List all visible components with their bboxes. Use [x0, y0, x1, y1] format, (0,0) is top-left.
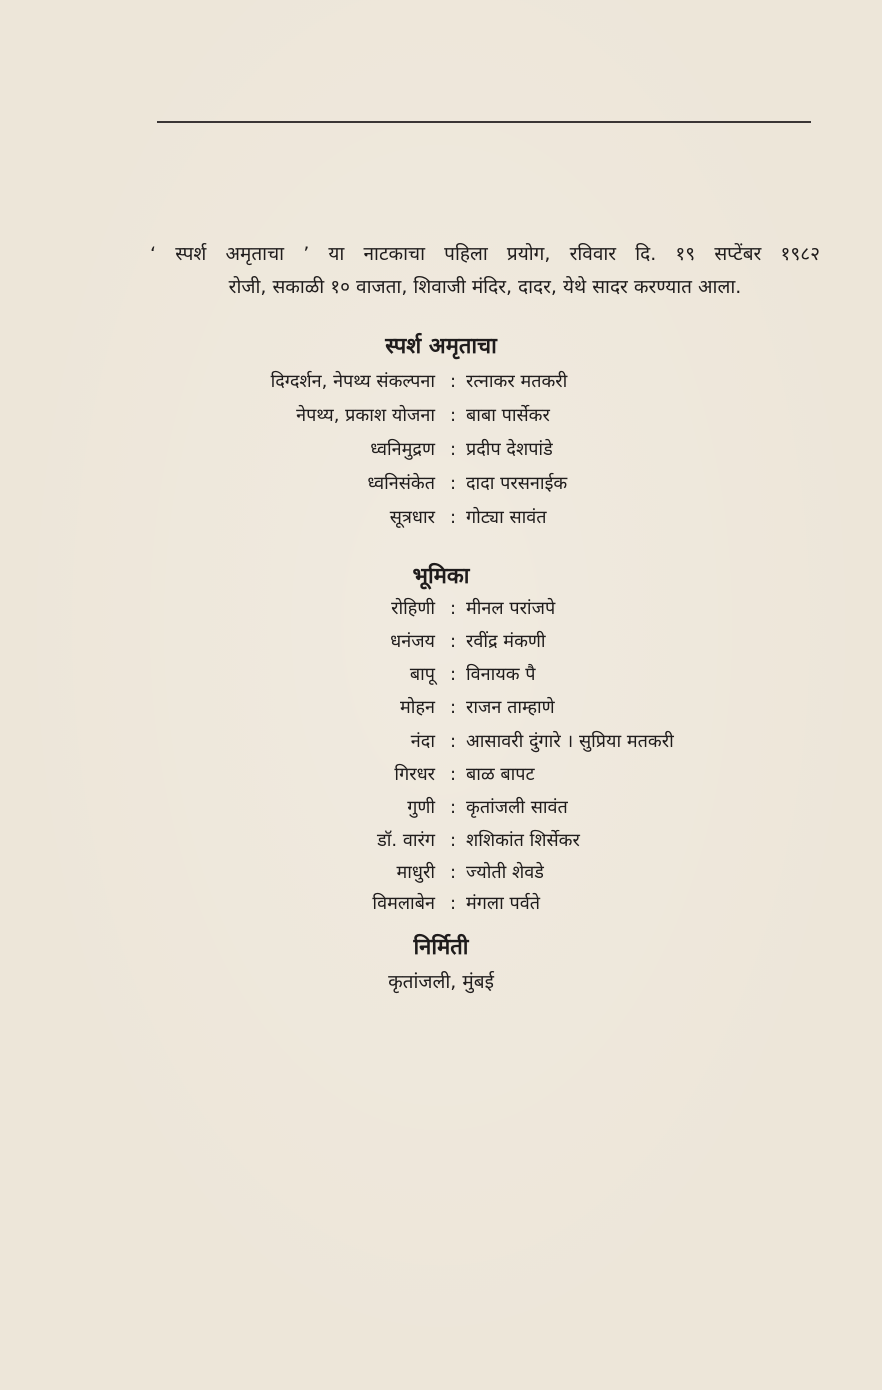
credit-role: नेपथ्य, प्रकाश योजना: [296, 405, 435, 426]
cast-row: [0, 889, 882, 919]
character-name: रोहिणी: [391, 598, 435, 619]
colon-separator: :: [449, 405, 457, 426]
colon-separator: :: [449, 631, 457, 652]
actor-name: राजन ताम्हाणे: [466, 697, 555, 718]
credit-row: [0, 367, 882, 397]
credit-name: दादा परसनाईक: [466, 473, 568, 494]
colon-separator: :: [449, 439, 457, 460]
intro-line-1: ‘ स्पर्श अमृताचा ’ या नाटकाचा पहिला प्रयोग, रविवार दि. १९ सप्टेंबर १९८२: [150, 243, 820, 265]
cast-row: [0, 727, 882, 757]
character-name: माधुरी: [396, 862, 435, 883]
colon-separator: :: [449, 893, 457, 914]
credit-row: [0, 401, 882, 431]
colon-separator: :: [449, 507, 457, 528]
colon-separator: :: [449, 473, 457, 494]
actor-name: विनायक पै: [466, 664, 536, 685]
credit-row: [0, 469, 882, 499]
cast-row: [0, 858, 882, 888]
actor-name: ज्योती शेवडे: [466, 862, 544, 883]
character-name: धनंजय: [390, 631, 435, 652]
credit-name: प्रदीप देशपांडे: [466, 439, 553, 460]
colon-separator: :: [449, 797, 457, 818]
credit-role: सूत्रधार: [389, 507, 435, 528]
credit-name: बाबा पार्सेकर: [466, 405, 550, 426]
top-rule: [157, 121, 811, 123]
colon-separator: :: [449, 371, 457, 392]
cast-row: [0, 693, 882, 723]
credits-heading: स्पर्श अमृताचा: [385, 334, 497, 359]
actor-name: आसावरी दुंगारे । सुप्रिया मतकरी: [466, 731, 674, 752]
first-performance-note: [150, 238, 820, 304]
cast-row: [0, 660, 882, 690]
cast-row: [0, 594, 882, 624]
character-name: बापू: [409, 664, 435, 685]
colon-separator: :: [449, 862, 457, 883]
credit-role: दिग्दर्शन, नेपथ्य संकल्पना: [270, 371, 435, 392]
cast-row: [0, 760, 882, 790]
producer-name: कृतांजली, मुंबई: [388, 971, 494, 993]
colon-separator: :: [449, 731, 457, 752]
colon-separator: :: [449, 764, 457, 785]
credit-name: गोट्या सावंत: [466, 507, 547, 528]
colon-separator: :: [449, 598, 457, 619]
cast-row: [0, 627, 882, 657]
character-name: विमलाबेन: [372, 893, 435, 914]
cast-row: [0, 826, 882, 856]
credit-role: ध्वनिमुद्रण: [370, 439, 435, 460]
actor-name: रवींद्र मंकणी: [466, 631, 546, 652]
actor-name: शशिकांत शिर्सेकर: [466, 830, 580, 851]
actor-name: मंगला पर्वते: [466, 893, 540, 914]
production-heading: निर्मिती: [413, 935, 469, 960]
intro-line-2: रोजी, सकाळी १० वाजता, शिवाजी मंदिर, दादर, येथे सादर करण्यात आला.: [228, 276, 742, 298]
character-name: गुणी: [407, 797, 435, 818]
actor-name: मीनल परांजपे: [466, 598, 556, 619]
character-name: गिरधर: [394, 764, 435, 785]
credit-row: [0, 503, 882, 533]
actor-name: बाळ बापट: [466, 764, 535, 785]
colon-separator: :: [449, 830, 457, 851]
colon-separator: :: [449, 697, 457, 718]
character-name: डॉ. वारंग: [377, 830, 435, 851]
credit-name: रत्नाकर मतकरी: [466, 371, 568, 392]
character-name: नंदा: [410, 731, 435, 752]
character-name: मोहन: [400, 697, 435, 718]
credit-row: [0, 435, 882, 465]
colon-separator: :: [449, 664, 457, 685]
cast-heading: भूमिका: [412, 564, 470, 589]
actor-name: कृतांजली सावंत: [466, 797, 568, 818]
credit-role: ध्वनिसंकेत: [367, 473, 435, 494]
cast-row: [0, 793, 882, 823]
